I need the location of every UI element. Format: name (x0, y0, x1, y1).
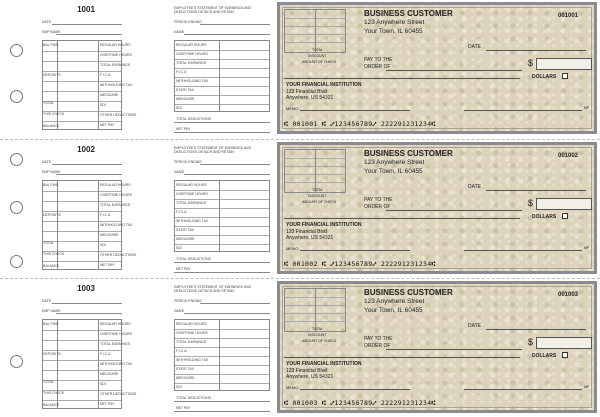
regular-hours-label: REGULAR HOURS (100, 183, 131, 187)
earnings-table (174, 319, 270, 391)
customer-street: 123 Anywhere Street (364, 19, 425, 26)
name-label: NAME (174, 170, 185, 174)
stub-number: 1002 (77, 145, 95, 154)
this-check-label: THIS CHECK (43, 252, 65, 256)
total-earnings-label: TOTAL EARNINGS (100, 342, 131, 346)
padlock-icon (562, 73, 568, 79)
total-label: TOTAL (43, 101, 54, 105)
balance-label: BALANCE (43, 264, 60, 268)
dollars-label: DOLLARS (532, 214, 557, 220)
bank-street: 123 Financial Blvd (286, 89, 327, 95)
stub-number: 1003 (77, 284, 95, 293)
amount-scale-grid (284, 9, 346, 53)
bank-name: YOUR FINANCIAL INSTITUTION (286, 222, 362, 228)
check-number: 001001 (558, 13, 579, 19)
total-earnings-label: TOTAL EARNINGS (176, 61, 207, 65)
date-label: DATE (468, 44, 481, 50)
mp-label: MP (584, 385, 590, 389)
pay-to-label: PAY TO THE (364, 57, 393, 63)
check-band (0, 279, 600, 417)
scale-discount-label: DISCOUNT (308, 333, 327, 337)
period-ending-label: PERIOD ENDING (174, 299, 203, 303)
bank-city: Anywhere, US 54321 (286, 235, 334, 241)
total-earnings-label: TOTAL EARNINGS (100, 203, 131, 207)
total-label: TOTAL (43, 380, 54, 384)
name-label: NAME (174, 30, 185, 34)
customer-street: 123 Anywhere Street (364, 298, 425, 305)
net-pay-label: NET PAY (176, 406, 191, 410)
memo-label: MEMO (286, 385, 299, 390)
deposits-label: DEPOSITS (43, 213, 61, 217)
deposits-label: DEPOSITS (43, 73, 61, 77)
state-tax-label: STATE TAX (176, 228, 195, 232)
this-check-label: THIS CHECK (43, 391, 65, 395)
amount-box[interactable] (536, 198, 592, 210)
regular-hours-label: REGULAR HOURS (100, 43, 131, 47)
date-label: DATE (42, 160, 52, 164)
stub-number: 1001 (77, 5, 95, 14)
sdi-label: SDI (176, 106, 182, 110)
sdi-label: SDI (100, 382, 106, 386)
net-pay-label: NET PAY (176, 127, 191, 131)
overtime-hours-label: OVERTIME HOURS (176, 331, 208, 335)
emp-name-label: EMP NAME (42, 30, 61, 34)
emp-name-label: EMP NAME (42, 309, 61, 313)
net-pay-label: NET PAY (176, 267, 191, 271)
bank-street: 123 Financial Blvd (286, 368, 327, 374)
customer-name: BUSINESS CUSTOMER (364, 288, 453, 297)
date-label: DATE (468, 184, 481, 190)
medicare-label: MEDICARE (176, 97, 195, 101)
dollars-label: DOLLARS (532, 74, 557, 80)
state-tax-label: STATE TAX (176, 367, 195, 371)
check-stub (38, 0, 274, 138)
padlock-icon (562, 213, 568, 219)
withholding-label: WITHHOLDING TAX (100, 83, 133, 87)
regular-hours-label: REGULAR HOURS (100, 322, 131, 326)
withholding-label: WITHHOLDING TAX (100, 223, 133, 227)
check-number: 001002 (558, 153, 579, 159)
net-pay-label: NET PAY (100, 123, 115, 127)
withholding-label: WITHHOLDING TAX (100, 362, 133, 366)
sdi-label: SDI (176, 385, 182, 389)
total-deductions-label: TOTAL DEDUCTIONS (176, 396, 211, 400)
amount-box[interactable] (536, 337, 592, 349)
bank-city: Anywhere, US 54321 (286, 95, 334, 101)
sdi-label: SDI (100, 243, 106, 247)
overtime-hours-label: OVERTIME HOURS (176, 192, 208, 196)
micr-line: ⑆ 001001 ⑆ ⑇123456789⑇ 222291231234⑆ (284, 120, 436, 128)
emp-name-label: EMP NAME (42, 170, 61, 174)
total-earnings-label: TOTAL EARNINGS (100, 63, 131, 67)
period-ending-label: PERIOD ENDING (174, 20, 203, 24)
earnings-table (174, 180, 270, 252)
other-deductions-label: OTHER DEDUCTIONS (100, 113, 137, 117)
statement-title: EMPLOYEE'S STATEMENT OF EARNINGS AND DEDUCTIONS DETACH AND RETAIN (174, 6, 252, 14)
date-label: DATE (42, 299, 52, 303)
scale-amount-label: AMOUNT OF CHECK (302, 200, 337, 204)
amount-scale-grid (284, 288, 346, 332)
scale-amount-label: AMOUNT OF CHECK (302, 339, 337, 343)
other-deductions-label: OTHER DEDUCTIONS (100, 392, 137, 396)
balance-label: BALANCE (43, 403, 60, 407)
state-tax-label: STATE TAX (176, 88, 195, 92)
bal-fwd-label: BAL FWD (43, 43, 59, 47)
check-number: 001003 (558, 292, 579, 298)
regular-hours-label: REGULAR HOURS (176, 43, 207, 47)
medicare-label: MEDICARE (176, 237, 195, 241)
regular-hours-label: REGULAR HOURS (176, 183, 207, 187)
bal-fwd-label: BAL FWD (43, 322, 59, 326)
other-deductions-label: OTHER DEDUCTIONS (100, 253, 137, 257)
check-body (277, 142, 597, 274)
padlock-icon (562, 352, 568, 358)
withholding-label: WITHHOLDING TAX (176, 79, 209, 83)
customer-street: 123 Anywhere Street (364, 159, 425, 166)
check-stub (38, 279, 274, 417)
fica-label: F.I.C.A (176, 210, 187, 214)
micr-line: ⑆ 001003 ⑆ ⑇123456789⑇ 222291231234⑆ (284, 399, 436, 407)
net-pay-label: NET PAY (100, 263, 115, 267)
statement-title: EMPLOYEE'S STATEMENT OF EARNINGS AND DEDUCTIONS DETACH AND RETAIN (174, 285, 252, 293)
scale-total-label: TOTAL (312, 327, 323, 331)
mp-label: MP (584, 106, 590, 110)
bal-fwd-label: BAL FWD (43, 183, 59, 187)
period-ending-label: PERIOD ENDING (174, 160, 203, 164)
medicare-label: MEDICARE (100, 93, 119, 97)
sdi-label: SDI (176, 246, 182, 250)
dollars-label: DOLLARS (532, 353, 557, 359)
date-label: DATE (468, 323, 481, 329)
scale-total-label: TOTAL (312, 48, 323, 52)
bank-street: 123 Financial Blvd (286, 229, 327, 235)
memo-label: MEMO (286, 106, 299, 111)
statement-title: EMPLOYEE'S STATEMENT OF EARNINGS AND DEDUCTIONS DETACH AND RETAIN (174, 146, 252, 154)
regular-hours-label: REGULAR HOURS (176, 322, 207, 326)
scale-amount-label: AMOUNT OF CHECK (302, 60, 337, 64)
customer-name: BUSINESS CUSTOMER (364, 149, 453, 158)
total-deductions-label: TOTAL DEDUCTIONS (176, 257, 211, 261)
bank-name: YOUR FINANCIAL INSTITUTION (286, 361, 362, 367)
withholding-label: WITHHOLDING TAX (176, 358, 209, 362)
scale-discount-label: DISCOUNT (308, 54, 327, 58)
pay-to-label: PAY TO THE (364, 336, 393, 342)
order-of-label: ORDER OF (364, 64, 391, 70)
fica-label: F.I.C.A (100, 352, 111, 356)
total-earnings-label: TOTAL EARNINGS (176, 340, 207, 344)
amount-scale-grid (284, 149, 346, 193)
medicare-label: MEDICARE (100, 372, 119, 376)
medicare-label: MEDICARE (176, 376, 195, 380)
amount-box[interactable] (536, 58, 592, 70)
scale-discount-label: DISCOUNT (308, 194, 327, 198)
bank-name: YOUR FINANCIAL INSTITUTION (286, 82, 362, 88)
overtime-hours-label: OVERTIME HOURS (100, 53, 132, 57)
fica-label: F.I.C.A (100, 213, 111, 217)
order-of-label: ORDER OF (364, 204, 391, 210)
total-label: TOTAL (43, 241, 54, 245)
check-band (0, 140, 600, 278)
dollar-sign: $ (528, 198, 534, 208)
mp-label: MP (584, 246, 590, 250)
check-body (277, 281, 597, 413)
check-band (0, 0, 600, 138)
micr-line: ⑆ 001002 ⑆ ⑇123456789⑇ 222291231234⑆ (284, 260, 436, 268)
date-label: DATE (42, 20, 52, 24)
net-pay-label: NET PAY (100, 402, 115, 406)
fica-label: F.I.C.A (100, 73, 111, 77)
customer-city: Your Town, IL 60455 (364, 307, 423, 314)
balance-label: BALANCE (43, 124, 60, 128)
bank-city: Anywhere, US 54321 (286, 374, 334, 380)
sdi-label: SDI (100, 103, 106, 107)
medicare-label: MEDICARE (100, 233, 119, 237)
total-earnings-label: TOTAL EARNINGS (176, 201, 207, 205)
fica-label: F.I.C.A (176, 70, 187, 74)
fica-label: F.I.C.A (176, 349, 187, 353)
total-deductions-label: TOTAL DEDUCTIONS (176, 117, 211, 121)
scale-total-label: TOTAL (312, 188, 323, 192)
memo-label: MEMO (286, 246, 299, 251)
dollar-sign: $ (528, 58, 534, 68)
pay-to-label: PAY TO THE (364, 197, 393, 203)
this-check-label: THIS CHECK (43, 112, 65, 116)
earnings-table (174, 40, 270, 112)
name-label: NAME (174, 309, 185, 313)
deposits-label: DEPOSITS (43, 352, 61, 356)
customer-city: Your Town, IL 60455 (364, 28, 423, 35)
customer-city: Your Town, IL 60455 (364, 168, 423, 175)
check-stub (38, 140, 274, 278)
dollar-sign: $ (528, 337, 534, 347)
overtime-hours-label: OVERTIME HOURS (100, 193, 132, 197)
check-body (277, 2, 597, 134)
customer-name: BUSINESS CUSTOMER (364, 9, 453, 18)
withholding-label: WITHHOLDING TAX (176, 219, 209, 223)
overtime-hours-label: OVERTIME HOURS (176, 52, 208, 56)
order-of-label: ORDER OF (364, 343, 391, 349)
overtime-hours-label: OVERTIME HOURS (100, 332, 132, 336)
